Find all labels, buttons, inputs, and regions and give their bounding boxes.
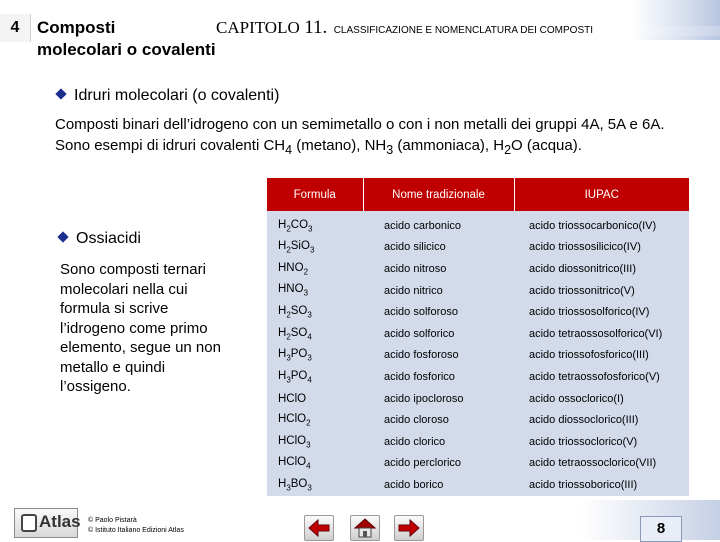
atlas-logo	[14, 508, 81, 538]
ossiacidi-paragraph: Sono composti ternari molecolari nella cui formula si scrive l’idrogeno come primo elemento, segue un non metallo e quindi l’ossigeno.	[60, 261, 221, 395]
arrow-left-icon	[305, 516, 333, 540]
prev-button[interactable]	[304, 515, 334, 541]
para-sub: 3	[386, 143, 394, 157]
formula-part: PO	[290, 369, 308, 382]
section-title	[37, 17, 216, 61]
formula-cell	[267, 366, 363, 388]
formula-subscript: 3	[307, 483, 312, 493]
traditional-name-cell: acido nitroso	[363, 258, 514, 280]
arrow-right-icon	[395, 516, 423, 540]
table-row	[267, 474, 689, 496]
oxyacids-table	[267, 178, 689, 496]
formula-part: H	[278, 240, 287, 253]
header-iupac: IUPAC	[514, 178, 689, 211]
header-formula: Formula	[267, 178, 363, 211]
table-row	[267, 453, 689, 475]
formula-subscript: 4	[307, 331, 312, 341]
formula-subscript: 3	[286, 375, 291, 385]
formula-subscript: 3	[286, 353, 291, 363]
page-number: 8	[640, 516, 682, 542]
formula-part: SO	[290, 305, 308, 318]
traditional-name-cell: acido carbonico	[363, 211, 514, 237]
formula-cell	[267, 388, 363, 410]
bullet-ossiacidi	[59, 230, 141, 248]
formula-subscript: 3	[303, 288, 309, 298]
formula-part: HClO	[278, 392, 307, 405]
traditional-name-cell: acido solforico	[363, 323, 514, 345]
traditional-name-cell: acido fosforico	[363, 366, 514, 388]
formula-part: CO	[290, 218, 309, 231]
formula-cell	[267, 280, 363, 302]
atlas-mark-icon	[21, 514, 37, 532]
formula-part: H	[278, 305, 287, 318]
section-number: 4	[0, 14, 31, 42]
formula-cell	[267, 345, 363, 367]
traditional-name-cell: acido borico	[363, 474, 514, 496]
formula-cell	[267, 301, 363, 323]
formula-part: HClO	[278, 434, 307, 447]
table-row	[267, 301, 689, 323]
logo-text: Atlas	[39, 512, 81, 531]
header-traditional: Nome tradizionale	[363, 178, 514, 211]
formula-part: HNO	[278, 283, 304, 296]
formula-subscript: 2	[286, 245, 291, 255]
formula-part: BO	[290, 477, 308, 490]
formula-cell	[267, 258, 363, 280]
table-row	[267, 366, 689, 388]
iupac-name-cell: acido triossosilicico(IV)	[514, 237, 689, 259]
iupac-name-cell: acido diossoclorico(III)	[514, 409, 689, 431]
formula-subscript: 3	[308, 223, 313, 233]
home-button[interactable]	[350, 515, 380, 541]
formula-subscript: 2	[286, 223, 291, 233]
formula-part: HClO	[278, 412, 307, 425]
formula-cell	[267, 431, 363, 453]
traditional-name-cell: acido silicico	[363, 237, 514, 259]
section-title-line1: Composti	[37, 18, 116, 37]
traditional-name-cell: acido clorico	[363, 431, 514, 453]
formula-part: SiO	[290, 240, 310, 253]
formula-cell	[267, 474, 363, 496]
idruri-paragraph	[55, 114, 675, 161]
formula-cell	[267, 453, 363, 475]
para-text: (metano), NH	[292, 137, 387, 154]
table-row	[267, 211, 689, 237]
formula-cell	[267, 237, 363, 259]
table-row	[267, 388, 689, 410]
formula-part: H	[278, 477, 287, 490]
formula-subscript: 3	[309, 245, 315, 255]
para-text: (ammoniaca), H	[393, 137, 505, 154]
bullet-ossiacidi-title: Ossiacidi	[76, 230, 141, 247]
bullet-idruri	[57, 87, 279, 105]
formula-cell	[267, 409, 363, 431]
table-header-row	[267, 178, 689, 211]
diamond-bullet-icon	[57, 231, 68, 242]
iupac-name-cell: acido triossosolforico(IV)	[514, 301, 689, 323]
iupac-name-cell: acido diossonitrico(III)	[514, 258, 689, 280]
formula-part: PO	[290, 348, 308, 361]
traditional-name-cell: acido perclorico	[363, 453, 514, 475]
traditional-name-cell: acido solforoso	[363, 301, 514, 323]
para-text: Composti binari dell’idrogeno con un semimetallo o con i non metalli dei gruppi 4A, 5A e 6A. Sono esempi di idruri covalenti CH	[55, 116, 665, 154]
iupac-name-cell: acido tetraossosolforico(VI)	[514, 323, 689, 345]
chapter-subtitle: CLASSIFICAZIONE E NOMENCLATURA DEI COMPOSTI	[333, 25, 593, 36]
formula-cell	[267, 323, 363, 345]
traditional-name-cell: acido ipocloroso	[363, 388, 514, 410]
chapter-heading	[216, 17, 593, 39]
chapter-word: CAPITOLO	[216, 18, 300, 37]
formula-subscript: 2	[286, 331, 291, 341]
formula-part: H	[278, 348, 287, 361]
formula-subscript: 3	[307, 310, 312, 320]
header-decoration	[630, 0, 720, 40]
iupac-name-cell: acido triossonitrico(V)	[514, 280, 689, 302]
table-row	[267, 258, 689, 280]
iupac-name-cell: acido triossofosforico(III)	[514, 345, 689, 367]
formula-subscript: 2	[286, 310, 291, 320]
formula-subscript: 3	[306, 439, 311, 449]
table-row	[267, 323, 689, 345]
table-row	[267, 280, 689, 302]
iupac-name-cell: acido ossoclorico(I)	[514, 388, 689, 410]
iupac-name-cell: acido tetraossofosforico(V)	[514, 366, 689, 388]
diamond-bullet-icon	[55, 88, 66, 99]
formula-subscript: 3	[307, 353, 312, 363]
formula-cell	[267, 211, 363, 237]
formula-part: HClO	[278, 456, 307, 469]
para-text: O (acqua).	[511, 137, 582, 154]
table-row	[267, 409, 689, 431]
formula-subscript: 3	[286, 483, 291, 493]
formula-subscript: 2	[303, 267, 309, 277]
next-button[interactable]	[394, 515, 424, 541]
credit-publisher: © Istituto Italiano Edizioni Atlas	[88, 527, 184, 534]
bullet-idruri-title: Idruri molecolari (o covalenti)	[74, 87, 280, 104]
table-row	[267, 431, 689, 453]
formula-subscript: 4	[306, 461, 311, 471]
iupac-name-cell: acido tetraossoclorico(VII)	[514, 453, 689, 475]
para-sub: 4	[285, 143, 293, 157]
formula-part: H	[278, 326, 287, 339]
credits	[88, 516, 184, 536]
formula-subscript: 2	[306, 418, 311, 428]
formula-part: SO	[290, 326, 308, 339]
home-icon	[351, 516, 379, 540]
iupac-name-cell: acido triossoclorico(V)	[514, 431, 689, 453]
iupac-name-cell: acido triossoborico(III)	[514, 474, 689, 496]
section-title-line2: molecolari o covalenti	[37, 40, 216, 59]
iupac-name-cell: acido triossocarbonico(IV)	[514, 211, 689, 237]
formula-subscript: 4	[307, 375, 312, 385]
para-sub: 2	[504, 143, 512, 157]
chapter-num: 11.	[304, 17, 328, 38]
formula-part: H	[278, 369, 287, 382]
credit-author: © Paolo Pistarà	[88, 517, 137, 524]
formula-part: H	[278, 218, 287, 231]
traditional-name-cell: acido cloroso	[363, 409, 514, 431]
table-row	[267, 345, 689, 367]
table-row	[267, 237, 689, 259]
traditional-name-cell: acido nitrico	[363, 280, 514, 302]
traditional-name-cell: acido fosforoso	[363, 345, 514, 367]
formula-part: HNO	[278, 261, 304, 274]
